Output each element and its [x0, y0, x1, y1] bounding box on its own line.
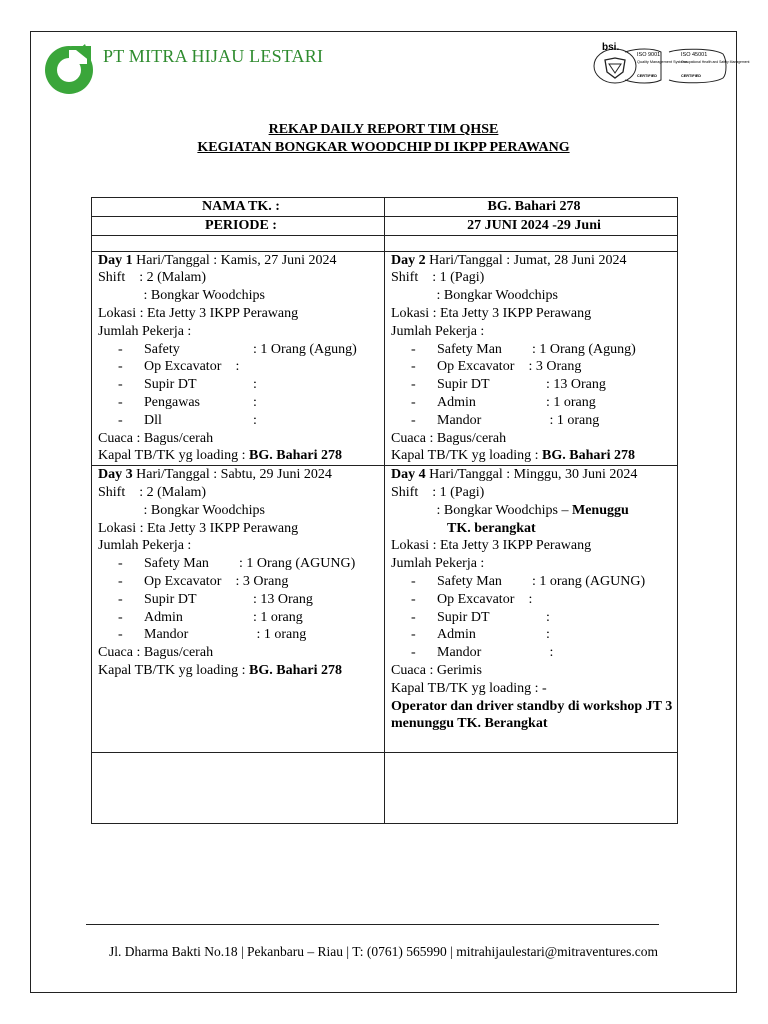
day-date: Hari/Tanggal : Kamis, 27 Juni 2024: [132, 252, 337, 268]
cert1-desc: Quality Management Systems: [637, 60, 688, 64]
day-label: Day 1: [98, 252, 133, 268]
day-note: Operator dan driver standby di workshop JT 3 menunggu TK. Berangkat: [391, 698, 673, 732]
worker-count: : 1 Orang (Agung): [525, 341, 636, 357]
worker-role: Supir DT: [144, 591, 197, 607]
worker-item: [391, 358, 677, 376]
shift-line: Shift : 2 (Malam): [98, 270, 207, 286]
shift-line: Shift : 1 (Pagi): [391, 270, 485, 286]
bullet-dash: -: [118, 359, 123, 375]
worker-role: Op Excavator: [144, 359, 222, 375]
worker-item: [98, 412, 384, 430]
shift-line: Shift : 2 (Malam): [98, 484, 207, 500]
lokasi-line: Lokasi : Eta Jetty 3 IKPP Perawang: [98, 520, 299, 536]
bullet-dash: -: [411, 377, 416, 393]
footer-divider: [86, 924, 659, 925]
worker-item: [391, 591, 677, 609]
jumlah-label: Jumlah Pekerja :: [391, 323, 485, 339]
bullet-dash: -: [411, 591, 416, 607]
worker-count: : 1 orang: [525, 412, 600, 428]
report-table: [91, 197, 678, 824]
shift-line: Shift : 1 (Pagi): [391, 484, 485, 500]
day-date-line: [391, 252, 677, 270]
bullet-dash: -: [118, 412, 123, 428]
day-2-cell: [385, 251, 678, 466]
day-date-line: [98, 252, 384, 270]
bullet-dash: -: [411, 394, 416, 410]
worker-count: : 1 Orang (AGUNG): [232, 556, 356, 572]
worker-count: : 1 orang: [232, 609, 303, 625]
jumlah-label: Jumlah Pekerja :: [98, 538, 192, 554]
day-date: Hari/Tanggal : Jumat, 28 Juni 2024: [425, 252, 627, 268]
worker-item: [391, 394, 677, 412]
cert2-code: ISO 45001: [681, 52, 708, 58]
worker-count: :: [525, 609, 550, 625]
bullet-dash: -: [411, 627, 416, 643]
worker-role: Safety: [144, 341, 180, 357]
worker-role: Safety Man: [437, 341, 502, 357]
day-label: Day 3: [98, 467, 133, 483]
kapal-line: [391, 447, 677, 465]
lokasi-line: Lokasi : Eta Jetty 3 IKPP Perawang: [391, 305, 592, 321]
cert2-status: CERTIFIED: [681, 74, 702, 78]
worker-item: [391, 644, 677, 662]
worker-role: Admin: [144, 609, 183, 625]
worker-count: : 13 Orang: [232, 591, 313, 607]
report-title: REKAP DAILY REPORT TIM QHSE: [268, 122, 499, 137]
worker-role: Mandor: [144, 627, 189, 643]
worker-count: : 1 Orang (Agung): [232, 341, 357, 357]
activity-text: : Bongkar Woodchips: [98, 502, 265, 518]
worker-role: Op Excavator: [437, 359, 515, 375]
worker-item: [98, 358, 384, 376]
day-row: [92, 466, 678, 753]
day-row: [92, 251, 678, 466]
lokasi-line: Lokasi : Eta Jetty 3 IKPP Perawang: [391, 538, 592, 554]
bullet-dash: -: [118, 573, 123, 589]
lokasi-line: Lokasi : Eta Jetty 3 IKPP Perawang: [98, 305, 299, 321]
activity-continuation: TK. berangkat: [447, 520, 536, 536]
worker-item: [98, 376, 384, 394]
worker-count: :: [232, 394, 257, 410]
activity-line: [98, 502, 384, 520]
worker-item: [391, 412, 677, 430]
worker-count: :: [525, 627, 550, 643]
kapal-line: [98, 447, 384, 465]
activity-line: [391, 287, 677, 305]
worker-item: [98, 591, 384, 609]
day-date-line: [391, 466, 677, 484]
worker-item: [98, 394, 384, 412]
worker-role: Dll: [144, 412, 162, 428]
worker-count: : 1 orang (AGUNG): [525, 573, 646, 589]
worker-item: [98, 573, 384, 591]
activity-bold: Menuggu: [572, 502, 629, 518]
worker-role: Op Excavator: [437, 591, 515, 607]
worker-role: Supir DT: [437, 609, 490, 625]
worker-count: : 1 orang: [232, 627, 307, 643]
worker-role: Supir DT: [144, 377, 197, 393]
cert2-desc: Occupational Health and Safety Management: [681, 60, 750, 64]
company-name: PT MITRA HIJAU LESTARI: [103, 46, 324, 66]
bullet-dash: -: [118, 377, 123, 393]
day-4-cell: [385, 466, 678, 753]
worker-role: Admin: [437, 394, 476, 410]
worker-item: [98, 626, 384, 644]
worker-count: :: [525, 591, 533, 607]
cert1-code: ISO 9001: [637, 52, 661, 58]
day-3-cell: [92, 466, 385, 753]
jumlah-label: Jumlah Pekerja :: [98, 323, 192, 339]
cert-body-label: bsi.: [602, 42, 620, 53]
kapal-label: Kapal TB/TK yg loading :: [391, 448, 542, 464]
worker-item: [98, 555, 384, 573]
footer-address: Jl. Dharma Bakti No.18 | Pekanbaru – Riau | T: (0761) 565990 | mitrahijaulestari@mitraventures.com: [108, 944, 658, 959]
bullet-dash: -: [118, 556, 123, 572]
periode-value: 27 JUNI 2024 -29 Juni: [385, 216, 678, 235]
cuaca-line: Cuaca : Bagus/cerah: [391, 430, 507, 446]
worker-item: [98, 341, 384, 359]
day-date: Hari/Tanggal : Minggu, 30 Juni 2024: [425, 467, 638, 483]
empty-row: [92, 753, 678, 824]
bullet-dash: -: [118, 609, 123, 625]
bullet-dash: -: [411, 412, 416, 428]
periode-label: PERIODE :: [92, 216, 385, 235]
bullet-dash: -: [118, 591, 123, 607]
kapal-line: [391, 680, 677, 698]
bullet-dash: -: [411, 359, 416, 375]
worker-role: Supir DT: [437, 377, 490, 393]
bullet-dash: -: [118, 394, 123, 410]
day-date: Hari/Tanggal : Sabtu, 29 Juni 2024: [132, 467, 332, 483]
cert1-status: CERTIFIED: [637, 74, 658, 78]
day-label: Day 4: [391, 467, 426, 483]
kapal-label: Kapal TB/TK yg loading :: [98, 662, 249, 678]
document-page: [30, 31, 750, 993]
worker-item: [98, 609, 384, 627]
kapal-label: Kapal TB/TK yg loading :: [98, 448, 249, 464]
day-label: Day 2: [391, 252, 426, 268]
day-1-cell: [92, 251, 385, 466]
worker-role: Safety Man: [437, 573, 502, 589]
kapal-value: BG. Bahari 278: [542, 448, 635, 464]
activity-line: [391, 502, 677, 520]
activity-text: : Bongkar Woodchips: [391, 288, 558, 304]
bullet-dash: -: [411, 341, 416, 357]
kapal-label: Kapal TB/TK yg loading : -: [391, 680, 547, 696]
report-subtitle: KEGIATAN BONGKAR WOODCHIP DI IKPP PERAWANG: [197, 140, 570, 155]
activity-line: [98, 287, 384, 305]
kapal-value: BG. Bahari 278: [249, 448, 342, 464]
cuaca-line: Cuaca : Bagus/cerah: [98, 430, 214, 446]
worker-role: Mandor: [437, 412, 482, 428]
certification-logos: [593, 40, 750, 84]
worker-count: : 1 orang: [525, 394, 596, 410]
worker-role: Pengawas: [144, 394, 200, 410]
activity-text: : Bongkar Woodchips –: [391, 502, 572, 518]
worker-role: Admin: [437, 627, 476, 643]
jumlah-label: Jumlah Pekerja :: [391, 556, 485, 572]
worker-role: Op Excavator: [144, 573, 222, 589]
cuaca-line: Cuaca : Bagus/cerah: [98, 645, 214, 661]
worker-role: Mandor: [437, 645, 482, 661]
worker-item: [391, 626, 677, 644]
worker-count: :: [525, 645, 554, 661]
worker-count: : 13 Orang: [525, 377, 606, 393]
bullet-dash: -: [118, 341, 123, 357]
worker-count: :: [232, 377, 257, 393]
worker-item: [391, 341, 677, 359]
day-date-line: [98, 466, 384, 484]
worker-item: [391, 573, 677, 591]
spacer-row: [92, 235, 678, 251]
worker-count: : 3 Orang: [525, 359, 582, 375]
bullet-dash: -: [411, 573, 416, 589]
kapal-value: BG. Bahari 278: [249, 662, 342, 678]
nama-label: NAMA TK. :: [92, 198, 385, 217]
kapal-line: [98, 662, 384, 680]
cuaca-line: Cuaca : Gerimis: [391, 662, 482, 678]
worker-count: :: [232, 412, 257, 428]
bullet-dash: -: [411, 609, 416, 625]
worker-count: :: [232, 359, 240, 375]
periode-row: [92, 216, 678, 235]
activity-text: : Bongkar Woodchips: [98, 288, 265, 304]
worker-item: [391, 376, 677, 394]
nama-value: BG. Bahari 278: [385, 198, 678, 217]
worker-item: [391, 609, 677, 627]
worker-count: : 3 Orang: [232, 573, 289, 589]
bullet-dash: -: [118, 627, 123, 643]
bullet-dash: -: [411, 645, 416, 661]
company-logo-icon: [41, 40, 97, 96]
worker-role: Safety Man: [144, 556, 209, 572]
nama-row: [92, 198, 678, 217]
